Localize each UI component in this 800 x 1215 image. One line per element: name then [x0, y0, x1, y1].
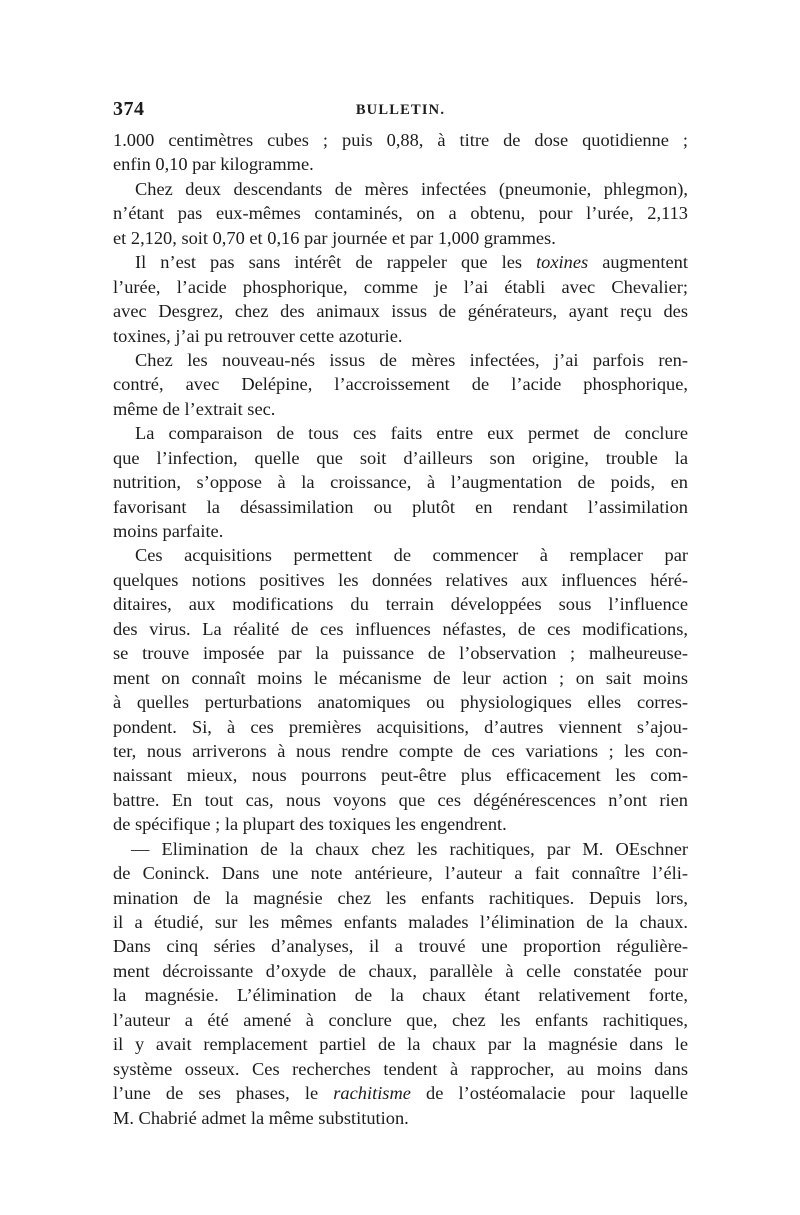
text-line: ment on connaît moins le mécanisme de leur action ; on sait moins: [113, 667, 688, 688]
text-line: pondent. Si, à ces premières acquisitions, d’autres viennent s’ajou-: [113, 716, 688, 737]
text-line: et 2,120, soit 0,70 et 0,16 par journée et par 1,000 grammes.: [113, 227, 556, 248]
text-line: n’étant pas eux-mêmes contaminés, on a obtenu, pour l’urée, 2,113: [113, 203, 688, 224]
body-text: [113, 128, 688, 1130]
italic-term: rachitisme: [333, 1083, 411, 1104]
text-line: il y avait remplacement partiel de la chaux par la magnésie dans le: [113, 1034, 688, 1055]
text-line: contré, avec Delépine, l’accroissement de l’acide phosphorique,: [113, 374, 688, 395]
text-line: Chez les nouveau-nés issus de mères infectées, j’ai parfois ren-: [135, 349, 688, 370]
text-line: 1.000 centimètres cubes ; puis 0,88, à titre de dose quotidienne ;: [113, 130, 688, 150]
text-line: système osseux. Ces recherches tendent à rapprocher, au moins dans: [113, 1058, 688, 1079]
text-line: de Coninck. Dans une note antérieure, l’auteur a fait connaître l’éli-: [113, 863, 688, 884]
text-segment: l’une de ses phases, le: [113, 1083, 334, 1104]
text-line: toxines, j’ai pu retrouver cette azoturie.: [113, 325, 403, 346]
text-line: se trouve imposée par la puissance de l’observation ; malheureuse-: [113, 643, 688, 664]
text-line: moins parfaite.: [113, 521, 224, 541]
text-line: ment décroissante d’oxyde de chaux, parallèle à celle constatée pour: [113, 960, 688, 981]
text-line: Chez deux descendants de mères infectées (pneumonie, phlegmon),: [135, 178, 688, 199]
text-line: [113, 250, 688, 274]
page-header: [113, 98, 688, 122]
text-line: mination de la magnésie chez les enfants rachitiques. Depuis lors,: [113, 887, 688, 908]
text-line: Dans cinq séries d’analyses, il a trouvé une proportion régulière-: [113, 936, 688, 957]
text-line: même de l’extrait sec.: [113, 398, 276, 419]
text-line: il a étudié, sur les mêmes enfants malades l’élimination de la chaux.: [113, 912, 688, 932]
text-line: l’urée, l’acide phosphorique, comme je l’ai établi avec Chevalier;: [113, 276, 688, 297]
text-line: de spécifique ; la plupart des toxiques les engendrent.: [113, 814, 507, 835]
text-line: à quelles perturbations anatomiques ou physiologiques elles corres-: [113, 692, 688, 713]
text-line: la magnésie. L’élimination de la chaux étant relativement forte,: [113, 985, 688, 1006]
text-line: l’auteur a été amené à conclure que, chez les enfants rachitiques,: [113, 1009, 688, 1030]
text-line: naissant mieux, nous pourrons peut-être plus efficacement les com-: [113, 765, 688, 786]
text-line: nutrition, s’oppose à la croissance, à l’augmentation de poids, en: [113, 472, 688, 493]
text-segment: Il n’est pas sans intérêt de rappeler que les: [135, 252, 537, 273]
italic-term: toxines: [536, 252, 589, 273]
text-line: ter, nous arriverons à nous rendre compte de ces variations ; les con-: [113, 740, 688, 761]
text-line: M. Chabrié admet la même substitution.: [113, 1107, 409, 1128]
text-line: La comparaison de tous ces faits entre eux permet de conclure: [135, 423, 688, 444]
page-number: 374: [113, 98, 145, 120]
text-line: des virus. La réalité de ces influences néfastes, de ces modifications,: [113, 618, 688, 639]
text-line: enfin 0,10 par kilogramme.: [113, 154, 314, 175]
text-line: avec Desgrez, chez des animaux issus de générateurs, ayant reçu des: [113, 301, 688, 322]
text-segment: augmentent: [588, 252, 688, 273]
text-line: [113, 1081, 688, 1105]
text-line: — Elimination de la chaux chez les rachitiques, par M. OEschner: [131, 838, 688, 859]
text-line: que l’infection, quelle que soit d’ailleurs son origine, trouble la: [113, 447, 688, 468]
text-line: favorisant la désassimilation ou plutôt en rendant l’assimilation: [113, 496, 688, 517]
text-line: Ces acquisitions permettent de commencer à remplacer par: [135, 545, 688, 566]
text-segment: de l’ostéomalacie pour laquelle: [410, 1083, 688, 1104]
text-line: battre. En tout cas, nous voyons que ces dégénérescences n’ont rien: [113, 789, 688, 810]
text-line: quelques notions positives les données relatives aux influences héré-: [113, 569, 688, 590]
text-line: ditaires, aux modifications du terrain développées sous l’influence: [113, 594, 688, 615]
running-head: BULLETIN.: [355, 102, 446, 118]
